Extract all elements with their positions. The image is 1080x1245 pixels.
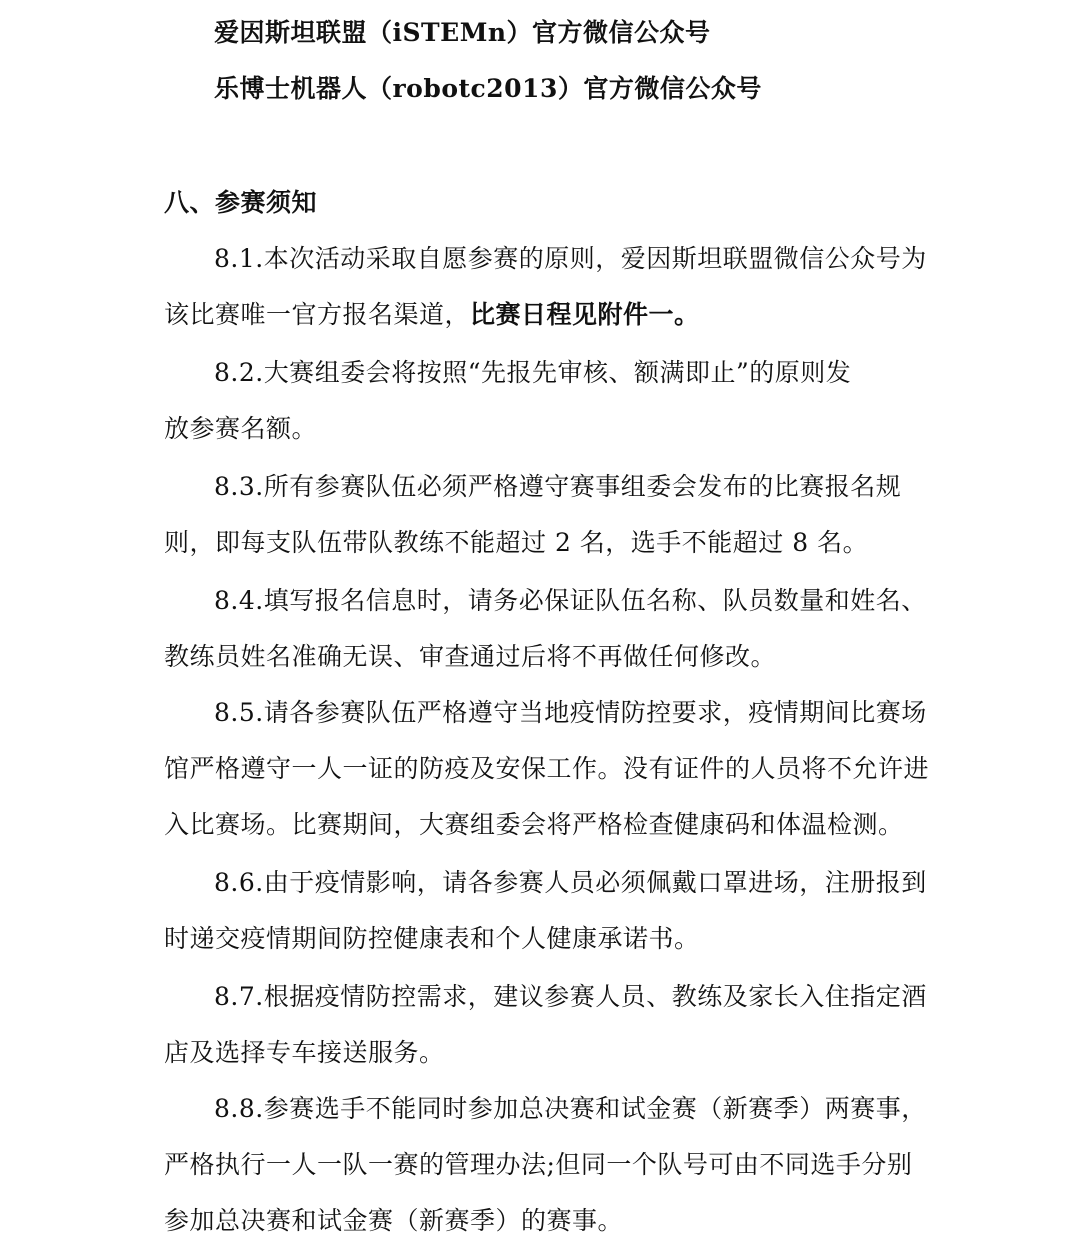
item-8-7-line-1: 8.7.根据疫情防控需求，建议参赛人员、教练及家长入住指定酒 xyxy=(214,982,927,1011)
item-8-4-line-2: 教练员姓名准确无误、审查通过后将不再做任何修改。 xyxy=(164,642,777,671)
item-8-5-line-1: 8.5.请各参赛队伍严格遵守当地疫情防控要求，疫情期间比赛场 xyxy=(214,698,927,727)
item-8-8-line-3: 参加总决赛和试金赛（新赛季）的赛事。 xyxy=(164,1206,624,1235)
item-8-6-line-1: 8.6.由于疫情影响，请各参赛人员必须佩戴口罩进场，注册报到 xyxy=(214,868,927,897)
item-8-1-text: 该比赛唯一官方报名渠道， xyxy=(164,300,471,329)
item-8-5-line-2: 馆严格遵守一人一证的防疫及安保工作。没有证件的人员将不允许进 xyxy=(164,754,930,783)
schedule-reference: 比赛日程见附件一。 xyxy=(470,300,700,329)
item-8-8-line-2: 严格执行一人一队一赛的管理办法;但同一个队号可由不同选手分别 xyxy=(164,1150,913,1179)
item-8-8-line-1: 8.8.参赛选手不能同时参加总决赛和试金赛（新赛季）两赛事， xyxy=(214,1094,927,1123)
item-8-3-line-1: 8.3.所有参赛队伍必须严格遵守赛事组委会发布的比赛报名规 xyxy=(214,472,902,501)
item-8-4-line-1: 8.4.填写报名信息时，请务必保证队伍名称、队员数量和姓名、 xyxy=(214,586,927,615)
section-heading: 八、参赛须知 xyxy=(164,188,318,217)
channel-line-istemn: 爱因斯坦联盟（iSTEMn）官方微信公众号 xyxy=(214,18,711,47)
item-8-2-line-1: 8.2.大赛组委会将按照“先报先审核、额满即止”的原则发 xyxy=(214,358,852,387)
item-8-2-line-2: 放参赛名额。 xyxy=(164,414,318,443)
item-8-7-line-2: 店及选择专车接送服务。 xyxy=(164,1038,445,1067)
item-8-6-line-2: 时递交疫情期间防控健康表和个人健康承诺书。 xyxy=(164,924,700,953)
item-8-1-line-1: 8.1.本次活动采取自愿参赛的原则，爱因斯坦联盟微信公众号为 xyxy=(214,244,927,273)
item-8-1-line-2 xyxy=(164,298,700,332)
channel-line-robotc: 乐博士机器人（robotc2013）官方微信公众号 xyxy=(214,74,762,103)
item-8-5-line-3: 入比赛场。比赛期间，大赛组委会将严格检查健康码和体温检测。 xyxy=(164,810,904,839)
item-8-3-line-2: 则，即每支队伍带队教练不能超过 2 名，选手不能超过 8 名。 xyxy=(164,528,869,557)
